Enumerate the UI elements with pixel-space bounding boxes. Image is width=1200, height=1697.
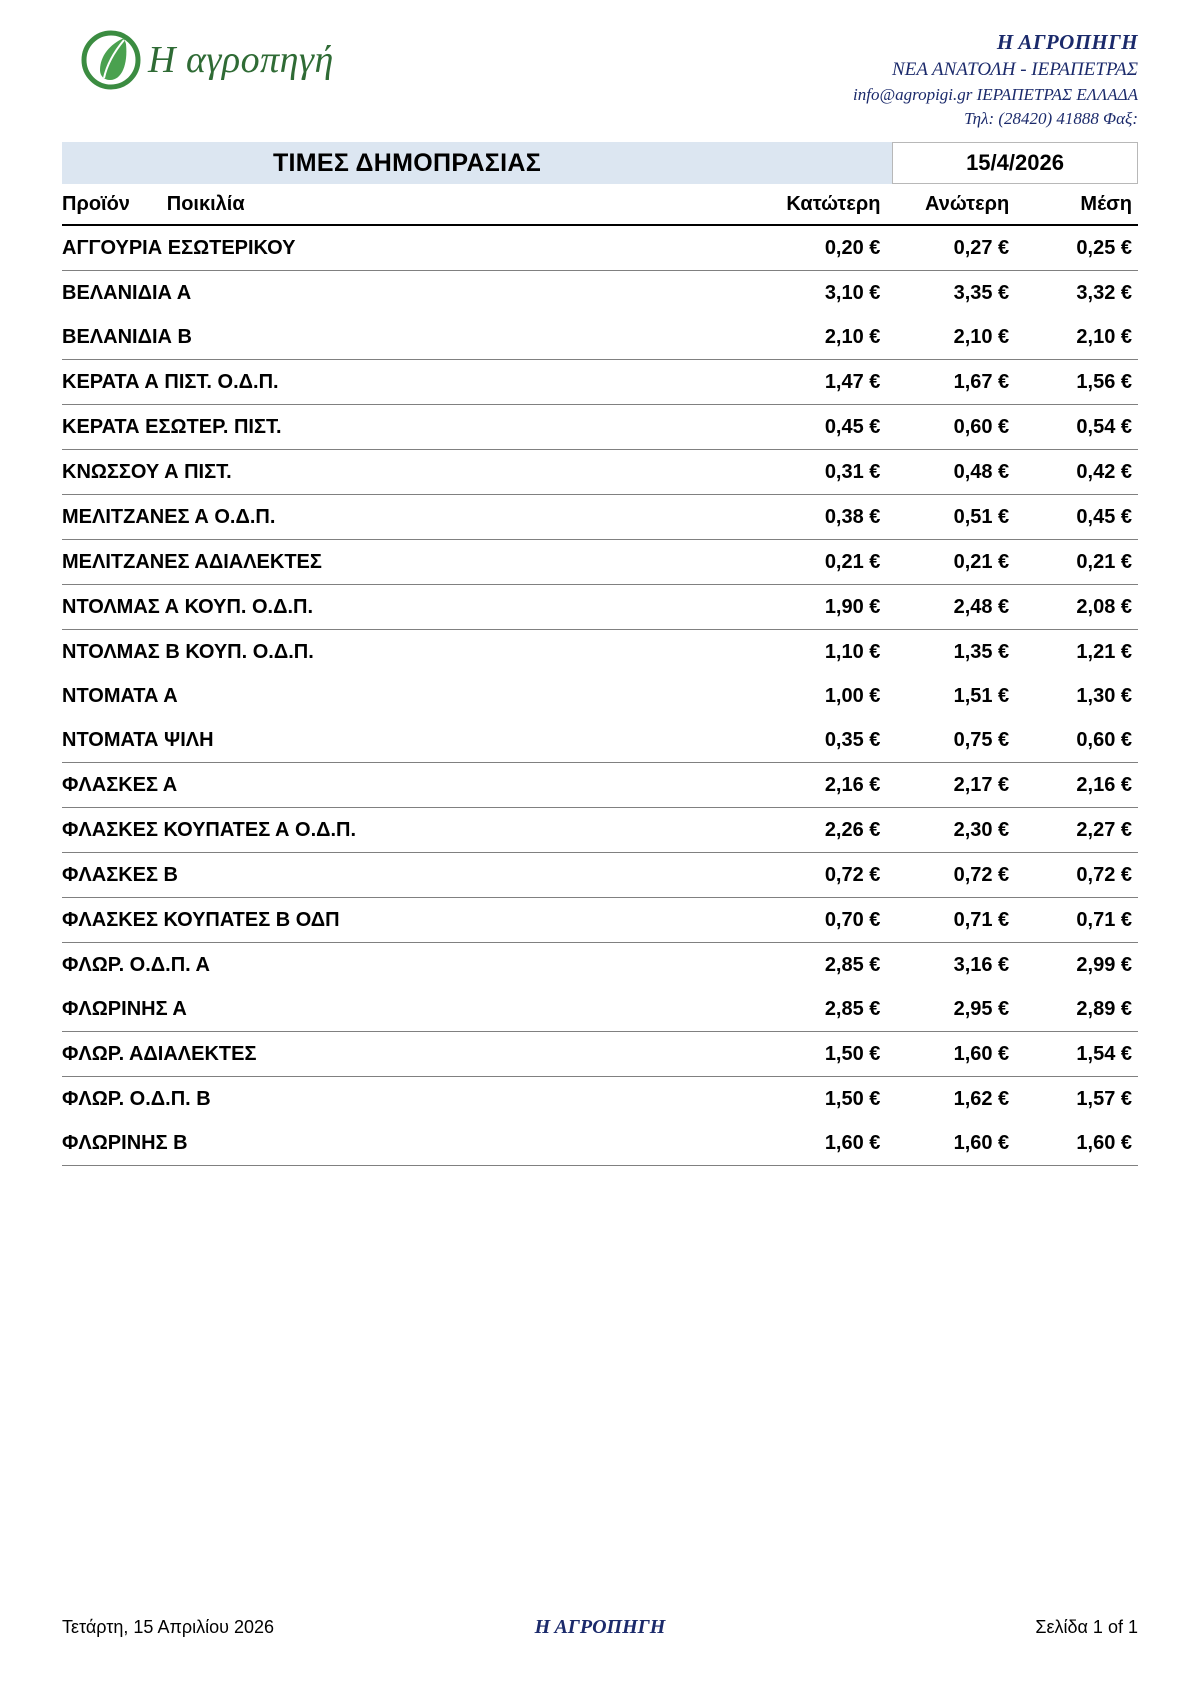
cell-low-price: 0,20 € bbox=[752, 225, 881, 271]
document-header bbox=[62, 0, 1138, 136]
cell-low-price: 0,70 € bbox=[752, 898, 881, 943]
cell-product-name: ΦΛΩΡ. Ο.Δ.Π. Β bbox=[62, 1077, 752, 1122]
cell-product-name: ΒΕΛΑΝΙΔΙΑ Β bbox=[62, 325, 192, 348]
cell-high-price: 0,48 € bbox=[880, 450, 1009, 495]
footer-date: Τετάρτη, 15 Απριλίου 2026 bbox=[62, 1617, 275, 1637]
leaf-logo-icon bbox=[80, 26, 142, 94]
cell-low-price: 2,10 € bbox=[824, 325, 881, 348]
footer-page: Σελίδα 1 of 1 bbox=[1035, 1617, 1138, 1637]
cell-low-price: 1,50 € bbox=[752, 1032, 881, 1077]
cell-high-price: 1,67 € bbox=[880, 360, 1009, 405]
cell-mean-price: 1,30 € bbox=[1076, 684, 1132, 707]
cell-high-price: 0,60 € bbox=[880, 405, 1009, 450]
cell-product-name: ΦΛΑΣΚΕΣ ΚΟΥΠΑΤΕΣ Α Ο.Δ.Π. bbox=[62, 808, 752, 853]
cell-high-price: 0,21 € bbox=[880, 540, 1009, 585]
cell-low-price: 1,10 € bbox=[752, 630, 881, 675]
cell-product-name: ΦΛΩΡΙΝΗΣ Β bbox=[62, 1121, 752, 1166]
cell-high-price: 2,95 € bbox=[953, 997, 1010, 1020]
table-row bbox=[62, 1032, 1138, 1077]
logo-text: Η αγροπηγή bbox=[148, 39, 334, 81]
cell-low-price: 1,00 € bbox=[824, 684, 881, 707]
cell-mean-price: 1,56 € bbox=[1009, 360, 1138, 405]
cell-high-price: 2,10 € bbox=[953, 325, 1010, 348]
cell-product-name: ΦΛΩΡ. Ο.Δ.Π. Α bbox=[62, 943, 752, 988]
report-title-bar bbox=[62, 142, 1138, 184]
cell-low-price: 0,21 € bbox=[752, 540, 881, 585]
table-row bbox=[62, 808, 1138, 853]
cell-mean-price: 3,32 € bbox=[1009, 271, 1138, 316]
cell-high-price: 0,72 € bbox=[880, 853, 1009, 898]
cell-mean-price: 2,27 € bbox=[1009, 808, 1138, 853]
table-row bbox=[62, 360, 1138, 405]
table-row bbox=[62, 540, 1138, 585]
report-title: ΤΙΜΕΣ ΔΗΜΟΠΡΑΣΙΑΣ bbox=[272, 148, 542, 177]
report-date: 15/4/2026 bbox=[892, 142, 1138, 184]
cell-low-price: 0,72 € bbox=[752, 853, 881, 898]
cell-product-name: ΒΕΛΑΝΙΔΙΑ Α bbox=[62, 271, 752, 316]
cell-low-price: 0,38 € bbox=[752, 495, 881, 540]
table-row bbox=[62, 1077, 1138, 1122]
cell-mean-price: 2,10 € bbox=[1076, 325, 1132, 348]
cell-high-price: 2,17 € bbox=[880, 763, 1009, 808]
column-header-mean: Μέση bbox=[1009, 184, 1138, 225]
cell-mean-price: 0,72 € bbox=[1009, 853, 1138, 898]
cell-product-name: ΦΛΑΣΚΕΣ Β bbox=[62, 853, 752, 898]
table-row bbox=[62, 271, 1138, 316]
table-row bbox=[62, 630, 1138, 675]
cell-high-price: 1,51 € bbox=[953, 684, 1010, 707]
cell-high-price: 1,35 € bbox=[880, 630, 1009, 675]
cell-mean-price: 0,42 € bbox=[1009, 450, 1138, 495]
cell-mean-price: 0,25 € bbox=[1009, 225, 1138, 271]
cell-mean-price: 0,21 € bbox=[1009, 540, 1138, 585]
table-row bbox=[62, 450, 1138, 495]
cell-mean-price: 1,60 € bbox=[1009, 1121, 1138, 1166]
cell-mean-price: 0,54 € bbox=[1009, 405, 1138, 450]
cell-high-price: 2,30 € bbox=[880, 808, 1009, 853]
cell-product-name: ΚΕΡΑΤΑ ΕΣΩΤΕΡ. ΠΙΣΤ. bbox=[62, 405, 752, 450]
table-row bbox=[62, 763, 1138, 808]
column-header-spacer bbox=[494, 184, 752, 225]
cell-product-name: ΚΕΡΑΤΑ Α ΠΙΣΤ. Ο.Δ.Π. bbox=[62, 360, 752, 405]
cell-low-price: 2,26 € bbox=[752, 808, 881, 853]
table-row bbox=[62, 315, 1138, 360]
table-body bbox=[62, 225, 1138, 1166]
cell-product-name: ΝΤΟΜΑΤΑ ΨΙΛΗ bbox=[62, 728, 214, 751]
table-row bbox=[62, 225, 1138, 271]
cell-low-price: 1,50 € bbox=[752, 1077, 881, 1122]
document-footer bbox=[62, 1616, 1138, 1639]
cell-mean-price: 1,57 € bbox=[1009, 1077, 1138, 1122]
cell-high-price: 1,60 € bbox=[880, 1032, 1009, 1077]
company-name: Η ΑΓΡΟΠΗΓΗ bbox=[996, 30, 1138, 54]
cell-low-price: 1,60 € bbox=[752, 1121, 881, 1166]
column-header-low: Κατώτερη bbox=[752, 184, 881, 225]
cell-low-price: 2,85 € bbox=[824, 997, 881, 1020]
cell-mean-price: 2,16 € bbox=[1009, 763, 1138, 808]
cell-low-price: 0,31 € bbox=[752, 450, 881, 495]
cell-product-name: ΚΝΩΣΣΟΥ Α ΠΙΣΤ. bbox=[62, 450, 752, 495]
cell-product-name: ΜΕΛΙΤΖΑΝΕΣ Α Ο.Δ.Π. bbox=[62, 495, 752, 540]
column-header-high: Ανώτερη bbox=[880, 184, 1009, 225]
cell-mean-price: 1,54 € bbox=[1009, 1032, 1138, 1077]
cell-mean-price: 0,45 € bbox=[1009, 495, 1138, 540]
cell-low-price: 1,47 € bbox=[752, 360, 881, 405]
company-logo bbox=[62, 26, 334, 94]
cell-product-name: ΦΛΩΡ. ΑΔΙΑΛΕΚΤΕΣ bbox=[62, 1032, 752, 1077]
cell-low-price: 2,16 € bbox=[752, 763, 881, 808]
cell-product-name: ΦΛΑΣΚΕΣ Α bbox=[62, 763, 752, 808]
cell-high-price: 3,16 € bbox=[880, 943, 1009, 988]
table-row bbox=[62, 674, 1138, 718]
cell-low-price: 3,10 € bbox=[752, 271, 881, 316]
table-row bbox=[62, 987, 1138, 1032]
table-row bbox=[62, 718, 1138, 763]
table-header bbox=[62, 184, 1138, 225]
table-row bbox=[62, 585, 1138, 630]
cell-product-name: ΦΛΩΡΙΝΗΣ Α bbox=[62, 997, 187, 1020]
prices-table bbox=[62, 184, 1138, 1166]
table-row bbox=[62, 1121, 1138, 1166]
cell-low-price: 0,35 € bbox=[824, 728, 881, 751]
table-row bbox=[62, 898, 1138, 943]
cell-low-price: 2,85 € bbox=[752, 943, 881, 988]
cell-product-name: ΑΓΓΟΥΡΙΑ ΕΣΩΤΕΡΙΚΟΥ bbox=[62, 225, 752, 271]
cell-high-price: 0,51 € bbox=[880, 495, 1009, 540]
cell-mean-price: 0,71 € bbox=[1009, 898, 1138, 943]
cell-product-name: ΝΤΟΜΑΤΑ Α bbox=[62, 684, 178, 707]
table-row bbox=[62, 405, 1138, 450]
footer-company: Η ΑΓΡΟΠΗΓΗ bbox=[534, 1616, 666, 1638]
cell-product-name: ΝΤΟΛΜΑΣ Α ΚΟΥΠ. Ο.Δ.Π. bbox=[62, 585, 752, 630]
cell-product-name: ΦΛΑΣΚΕΣ ΚΟΥΠΑΤΕΣ Β ΟΔΠ bbox=[62, 898, 752, 943]
cell-mean-price: 0,60 € bbox=[1076, 728, 1132, 751]
column-header-variety: Ποικιλία bbox=[167, 184, 494, 225]
table-row bbox=[62, 853, 1138, 898]
company-contact: info@agropigi.gr ΙΕΡΑΠΕΤΡΑΣ ΕΛΛΑΔΑ bbox=[853, 85, 1138, 105]
cell-high-price: 2,48 € bbox=[880, 585, 1009, 630]
cell-low-price: 1,90 € bbox=[752, 585, 881, 630]
cell-high-price: 0,75 € bbox=[953, 728, 1010, 751]
cell-mean-price: 2,99 € bbox=[1009, 943, 1138, 988]
cell-low-price: 0,45 € bbox=[752, 405, 881, 450]
cell-high-price: 0,71 € bbox=[880, 898, 1009, 943]
table-row bbox=[62, 495, 1138, 540]
cell-high-price: 0,27 € bbox=[880, 225, 1009, 271]
cell-high-price: 1,62 € bbox=[880, 1077, 1009, 1122]
cell-mean-price: 2,89 € bbox=[1076, 997, 1132, 1020]
table-row bbox=[62, 943, 1138, 988]
cell-high-price: 1,60 € bbox=[880, 1121, 1009, 1166]
column-header-product: Προϊόν bbox=[62, 184, 167, 225]
table-header-row bbox=[62, 184, 1138, 225]
cell-high-price: 3,35 € bbox=[880, 271, 1009, 316]
company-address: ΝΕΑ ΑΝΑΤΟΛΗ - ΙΕΡΑΠΕΤΡΑΣ bbox=[892, 58, 1138, 80]
cell-mean-price: 1,21 € bbox=[1009, 630, 1138, 675]
cell-product-name: ΜΕΛΙΤΖΑΝΕΣ ΑΔΙΑΛΕΚΤΕΣ bbox=[62, 540, 752, 585]
company-phone: Τηλ: (28420) 41888 Φαξ: bbox=[964, 108, 1138, 128]
cell-product-name: ΝΤΟΛΜΑΣ Β ΚΟΥΠ. Ο.Δ.Π. bbox=[62, 630, 752, 675]
cell-mean-price: 2,08 € bbox=[1009, 585, 1138, 630]
company-info bbox=[853, 26, 1138, 130]
